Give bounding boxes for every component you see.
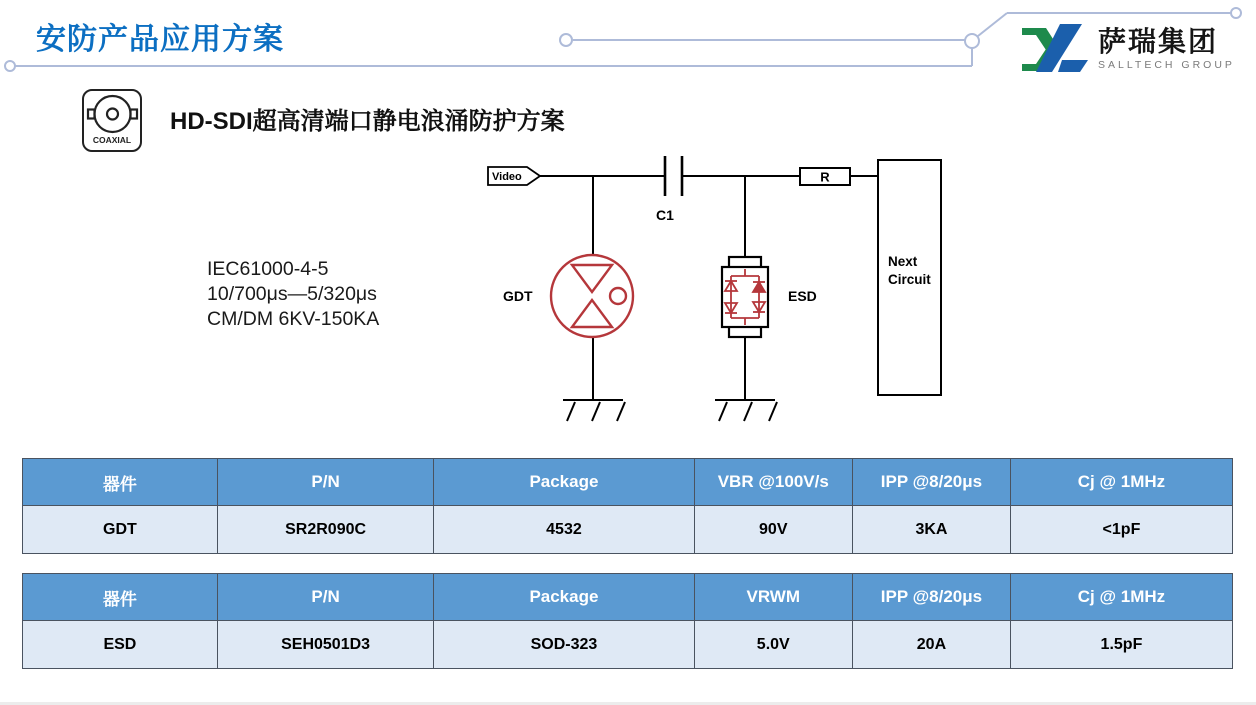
capacitor-label: C1 (656, 207, 674, 223)
table-header-cell: P/N (217, 574, 434, 621)
gdt-symbol (551, 255, 633, 337)
table-cell: <1pF (1010, 506, 1232, 554)
gdt-label: GDT (503, 288, 533, 304)
coaxial-connector-icon (82, 89, 142, 152)
video-input-label: Video (492, 171, 522, 183)
table-cell: 1.5pF (1010, 621, 1232, 669)
table-cell: ESD (23, 621, 218, 669)
ground-symbol (715, 400, 777, 421)
table-header-cell: Cj @ 1MHz (1010, 574, 1232, 621)
spec-line-2: 10/700μs—5/320μs (207, 283, 377, 305)
table-header-cell: VRWM (694, 574, 853, 621)
table-cell: SR2R090C (217, 506, 434, 554)
ground-symbol (563, 400, 625, 421)
coaxial-icon-label: COAXIAL (92, 135, 132, 145)
circuit-wires (540, 176, 878, 400)
table-cell: SEH0501D3 (217, 621, 434, 669)
page-title: 安防产品应用方案 (36, 23, 284, 56)
esd-spec-table (22, 573, 1233, 669)
table-cell: SOD-323 (434, 621, 694, 669)
table-cell: 90V (694, 506, 853, 554)
table-header-row (23, 459, 1233, 506)
table-header-cell: P/N (217, 459, 434, 506)
salltech-logo-icon (1016, 20, 1090, 78)
table-header-row (23, 574, 1233, 621)
table-header-cell: 器件 (23, 459, 218, 506)
protection-circuit-schematic (470, 150, 960, 440)
table-row (23, 506, 1233, 554)
logo-name-cn: 萨瑞集团 (1098, 25, 1219, 57)
spec-line-1: IEC61000-4-5 (207, 258, 329, 280)
logo-name-en: SALLTECH GROUP (1098, 58, 1235, 71)
table-header-cell: Cj @ 1MHz (1010, 459, 1232, 506)
capacitor-symbol (665, 156, 682, 196)
table-header-cell: Package (434, 459, 694, 506)
table-header-cell: Package (434, 574, 694, 621)
esd-label: ESD (788, 288, 817, 304)
resistor-label: R (820, 169, 830, 185)
table-row (23, 621, 1233, 669)
gdt-spec-table (22, 458, 1233, 554)
table-header-cell: IPP @8/20μs (853, 574, 1011, 621)
bnc-connector-glyph (85, 91, 140, 137)
next-circuit-label-1: Next (888, 254, 918, 269)
table-header-cell: VBR @100V/s (694, 459, 853, 506)
surge-spec-note (207, 257, 379, 332)
section-heading: HD-SDI超高清端口静电浪涌防护方案 (170, 108, 565, 135)
table-header-cell: 器件 (23, 574, 218, 621)
table-cell: GDT (23, 506, 218, 554)
table-cell: 3KA (853, 506, 1011, 554)
company-logo (1016, 20, 1235, 78)
spec-line-3: CM/DM 6KV-150KA (207, 308, 380, 330)
table-header-cell: IPP @8/20μs (853, 459, 1011, 506)
next-circuit-label-2: Circuit (888, 272, 931, 287)
table-cell: 5.0V (694, 621, 853, 669)
table-cell: 20A (853, 621, 1011, 669)
table-cell: 4532 (434, 506, 694, 554)
